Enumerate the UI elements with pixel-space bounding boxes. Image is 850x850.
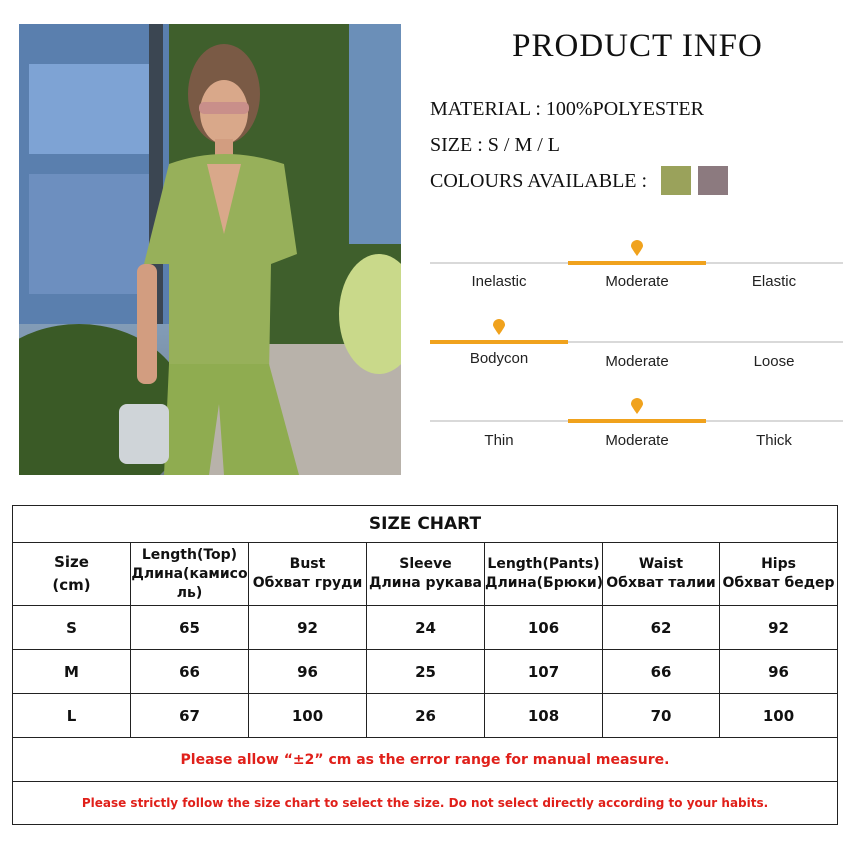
scale-label-right: Elastic bbox=[751, 273, 797, 290]
size-chart-header-row bbox=[13, 543, 838, 606]
header-line: Обхват груди bbox=[252, 575, 363, 591]
colour-swatch-mauve[interactable] bbox=[698, 166, 728, 195]
model-photo-illustration bbox=[19, 24, 401, 475]
error-range-note: Please allow “±2” cm as the error range for manual measure. bbox=[13, 738, 838, 782]
location-pin-icon bbox=[631, 240, 643, 256]
header-line: Длина(камисо bbox=[131, 565, 248, 582]
scale-label-right: Thick bbox=[756, 432, 792, 449]
location-pin-icon bbox=[631, 398, 643, 414]
scale-label-middle: Moderate bbox=[605, 353, 669, 370]
header-sleeve bbox=[367, 543, 485, 606]
scale-active-segment bbox=[568, 419, 706, 423]
header-line: Длина рукава bbox=[369, 575, 482, 591]
table-cell: 106 bbox=[485, 606, 603, 650]
header-bust bbox=[249, 543, 367, 606]
elasticity-scale bbox=[430, 262, 843, 302]
scale-label-middle: Moderate bbox=[605, 273, 669, 290]
table-cell: 67 bbox=[131, 694, 249, 738]
header-line: Length(Top) bbox=[141, 546, 238, 563]
table-cell: 26 bbox=[367, 694, 485, 738]
header-line: (cm) bbox=[52, 576, 91, 594]
header-line: Обхват талии bbox=[606, 575, 716, 591]
scale-active-segment bbox=[430, 340, 568, 344]
table-cell: 96 bbox=[720, 650, 838, 694]
table-cell: 107 bbox=[485, 650, 603, 694]
table-row bbox=[13, 650, 838, 694]
size-text: SIZE : S / M / L bbox=[430, 134, 561, 156]
table-cell: L bbox=[13, 694, 131, 738]
table-cell: 25 bbox=[367, 650, 485, 694]
scale-label-middle: Moderate bbox=[605, 432, 669, 449]
colour-swatch-green[interactable] bbox=[661, 166, 691, 195]
header-line: Bust bbox=[289, 556, 326, 572]
table-row bbox=[13, 694, 838, 738]
size-chart-table bbox=[12, 505, 838, 825]
header-line: Длина(Брюки) bbox=[485, 575, 604, 591]
product-info-title: PRODUCT INFO bbox=[512, 28, 763, 64]
fit-scale bbox=[430, 341, 843, 381]
header-line: Size bbox=[54, 553, 89, 571]
table-cell: 96 bbox=[249, 650, 367, 694]
colours-text: COLOURS AVAILABLE : bbox=[430, 170, 648, 192]
thickness-scale bbox=[430, 420, 843, 460]
header-size bbox=[13, 543, 131, 606]
table-cell: 108 bbox=[485, 694, 603, 738]
table-cell: 24 bbox=[367, 606, 485, 650]
scale-label-left: Bodycon bbox=[469, 350, 529, 367]
table-cell: 100 bbox=[249, 694, 367, 738]
header-hips bbox=[720, 543, 838, 606]
scale-label-left: Inelastic bbox=[471, 273, 527, 290]
size-chart-title: SIZE CHART bbox=[13, 506, 838, 543]
scale-active-segment bbox=[568, 261, 706, 265]
header-line: Обхват бедер bbox=[722, 575, 835, 591]
header-line: Sleeve bbox=[399, 556, 452, 572]
scale-label-left: Thin bbox=[484, 432, 514, 449]
table-cell: 70 bbox=[603, 694, 720, 738]
header-line: Length(Pants) bbox=[487, 556, 600, 572]
material-text: MATERIAL : 100%POLYESTER bbox=[430, 98, 704, 120]
table-cell: 92 bbox=[720, 606, 838, 650]
table-cell: 92 bbox=[249, 606, 367, 650]
table-cell: 62 bbox=[603, 606, 720, 650]
scale-label-right: Loose bbox=[753, 353, 795, 370]
table-cell: S bbox=[13, 606, 131, 650]
table-cell: 100 bbox=[720, 694, 838, 738]
product-photo bbox=[19, 24, 401, 475]
header-length-top bbox=[131, 543, 249, 606]
location-pin-icon bbox=[493, 319, 505, 335]
table-row bbox=[13, 606, 838, 650]
header-length-pants bbox=[485, 543, 603, 606]
header-line: Hips bbox=[761, 556, 796, 572]
table-cell: 66 bbox=[131, 650, 249, 694]
table-cell: 65 bbox=[131, 606, 249, 650]
header-line: ль) bbox=[176, 584, 203, 601]
table-cell: 66 bbox=[603, 650, 720, 694]
header-waist bbox=[603, 543, 720, 606]
table-cell: M bbox=[13, 650, 131, 694]
header-line: Waist bbox=[638, 556, 684, 572]
size-selection-note: Please strictly follow the size chart to select the size. Do not select directly according to your habits. bbox=[13, 782, 838, 825]
